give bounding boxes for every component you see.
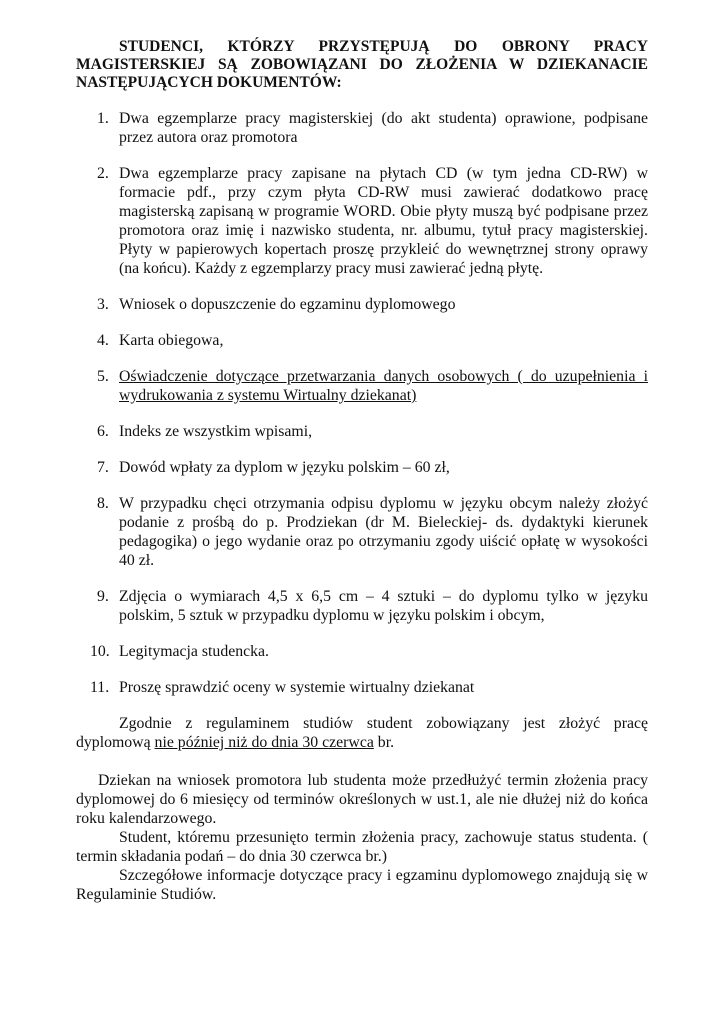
item-number: 9. [97,588,109,605]
item-number: 11. [90,679,110,696]
item-text: Dwa egzemplarze pracy magisterskiej (do akt studenta) oprawione, podpisane przez autora oraz promotora [119,110,648,146]
deadline-text-after: br. [373,734,395,751]
item-text: Wniosek o dopuszczenie do egzaminu dyplomowego [119,296,456,313]
item-text: Karta obiegowa, [119,332,224,349]
item-number: 6. [97,423,109,440]
extension-paragraph: Dziekan na wniosek promotora lub studenta może przedłużyć termin złożenia pracy dyplomowej do 6 miesięcy od terminów określonych w ust.1, ale nie dłużej niż do końca roku kalendarzowego. [76,772,648,827]
item-number: 1. [97,110,109,127]
item-number: 5. [97,368,109,385]
item-text: Proszę sprawdzić oceny w systemie wirtualny dziekanat [119,679,475,696]
item-number: 2. [97,165,109,182]
list-item [76,422,648,441]
document-page [76,38,648,904]
list-item [76,642,648,661]
item-text: Indeks ze wszystkim wpisami, [119,423,313,440]
item-number: 10. [90,643,110,660]
item-text: Dwa egzemplarze pracy zapisane na płytach CD (w tym jedna CD-RW) w formacie pdf., przy czym płyta CD-RW musi zawierać dodatkowo pracę magisterską zapisaną w programie WORD. Obie płyty muszą być podpisane przez promotora oraz imię i nazwisko studenta, nr. albumu, tytuł pracy magisterskiej. Płyty w papierowych kopertach proszę przykleić do wewnętrznej strony oprawy (na końcu). Każdy z egzemplarzy pracy musi zawierać jedną płytę. [119,165,648,277]
list-item [76,367,648,405]
item-number: 7. [97,459,109,476]
list-item [76,458,648,477]
list-item [76,678,648,697]
item-text: Legitymacja studencka. [119,643,270,660]
list-item [76,164,648,278]
item-number: 3. [97,296,109,313]
document-heading: STUDENCI, KTÓRZY PRZYSTĘPUJĄ DO OBRONY PRACY MAGISTERSKIEJ SĄ ZOBOWIĄZANI DO ZŁOŻENIA W DZIEKANACIE NASTĘPUJĄCYCH DOKUMENTÓW: [76,38,648,91]
list-item [76,331,648,350]
required-documents-list [76,109,648,697]
deadline-paragraph [76,714,648,752]
status-paragraph: Student, któremu przesunięto termin złożenia pracy, zachowuje status studenta. ( termin składania podań – do dnia 30 czerwca br.) [76,829,648,865]
deadline-date: nie później niż do dnia 30 czerwca [154,734,374,751]
item-number: 8. [97,495,109,512]
regulations-paragraph: Szczegółowe informacje dotyczące pracy i egzaminu dyplomowego znajdują się w Regulaminie Studiów. [76,867,648,903]
item-text: Zdjęcia o wymiarach 4,5 x 6,5 cm – 4 sztuki – do dyplomu tylko w języku polskim, 5 sztuk w przypadku dyplomu w języku polskim i obcym, [119,588,648,624]
item-text: W przypadku chęci otrzymania odpisu dyplomu w języku obcym należy złożyć podanie z prośbą do p. Prodziekan (dr M. Bieleckiej- ds. dydaktyki kierunek pedagogika) o jego wydanie oraz po otrzymaniu zgody uiścić opłatę w wysokości 40 zł. [119,495,648,569]
list-item [76,587,648,625]
list-item [76,109,648,147]
item-number: 4. [97,332,109,349]
item-text: Dowód wpłaty za dyplom w języku polskim – 60 zł, [119,459,450,476]
list-item [76,494,648,570]
deadline-text-before: Zgodnie z regulaminem studiów student zobowiązany jest złożyć pracę dyplomową [76,715,648,751]
list-item [76,295,648,314]
item-text: Oświadczenie dotyczące przetwarzania danych osobowych ( do uzupełnienia i wydrukowania z systemu Wirtualny dziekanat) [119,368,648,404]
